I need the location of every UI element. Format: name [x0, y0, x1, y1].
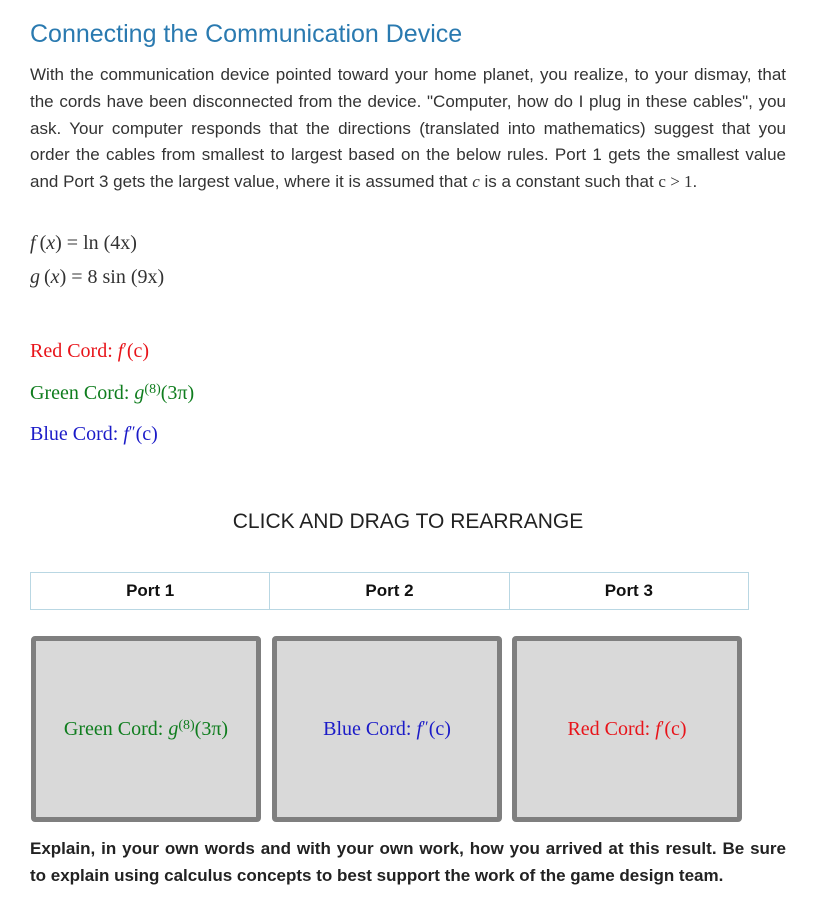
- function-f-rhs: ln (4x): [83, 232, 137, 254]
- intro-text-3: .: [692, 172, 698, 192]
- port-1-slot[interactable]: [31, 636, 261, 822]
- draggable-red-cord[interactable]: Red Cord: f′(c): [567, 717, 687, 740]
- draggable-green-cord[interactable]: Green Cord: $g^{(8)}(3\pi)$: [63, 717, 229, 740]
- port-3-label: Port 3: [604, 581, 653, 600]
- intro-condition: c > 1: [658, 172, 693, 192]
- intro-text-1: With the communication device pointed toward your home planet, you realize, to your dismay, that the cords have been disconnected from the device. "Computer, how do I plug in these cables", you ask. Your computer responds that the directions (translated into mathematics) suggest that you order the cables from smallest to largest based on the below rules. Port 1 gets the smallest value and Port 3 gets the largest value, where it is assumed that: [30, 65, 786, 192]
- port-3-slot[interactable]: [512, 636, 742, 822]
- cord-slots: [31, 636, 743, 822]
- function-g: g (x) = 8 sin (9x): [30, 266, 165, 288]
- port-2-label: Port 2: [270, 573, 509, 609]
- intro-paragraph: [30, 62, 786, 196]
- blue-cord-rule: Blue Cord: f″(c): [30, 423, 158, 445]
- port-2-slot[interactable]: [272, 636, 502, 822]
- port-1-label: Port 1: [31, 573, 270, 609]
- intro-text-2: is a constant such that: [479, 172, 659, 192]
- green-cord-rule: Green Cord: $g^{(8)}(3\pi)$: [30, 382, 195, 404]
- function-f: f (x) = ln (4x): [30, 232, 137, 254]
- explain-prompt: Explain, in your own words and with your own work, how you arrived at this result. Be sure to explain using calculus concepts to best support the work of the game design team.: [30, 839, 786, 885]
- page-title: Connecting the Communication Device: [30, 20, 463, 48]
- intro-var-c: c: [472, 172, 480, 192]
- draggable-blue-cord[interactable]: Blue Cord: f″(c): [323, 717, 451, 740]
- function-g-rhs: 8 sin (9x): [87, 266, 165, 288]
- ports-header: [30, 572, 749, 610]
- red-cord-rule: Red Cord: f′(c): [30, 340, 150, 362]
- drag-instruction: CLICK AND DRAG TO REARRANGE: [232, 510, 584, 533]
